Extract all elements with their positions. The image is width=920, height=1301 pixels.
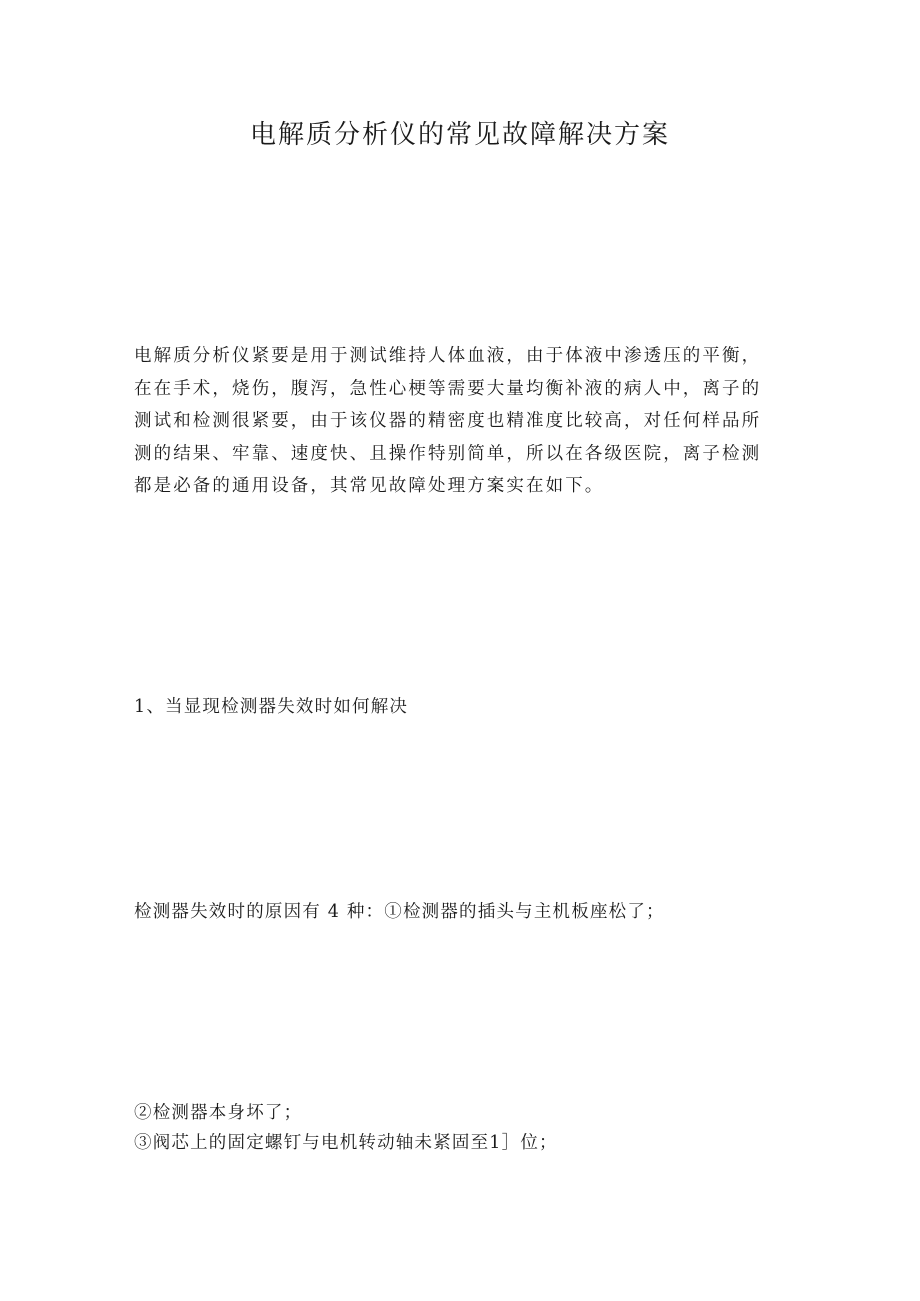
cause-intro-text: 检测器失效时的原因有 4 种：①检测器的插头与主机板座松了； [134,902,665,922]
cause-item-3: ③阀芯上的固定螺钉与电机转动轴未紧固至1］位； [134,1133,558,1153]
section-heading: 1、当显现检测器失效时如何解决 [134,697,409,717]
intro-line: 在在手术，烧伤，腹泻，急性心梗等需要大量均衡补液的病人中，离子的 [134,378,762,399]
intro-paragraph [134,340,794,503]
intro-line: 电解质分析仪紧要是用于测试维持人体血液，由于体液中渗透压的平衡， [134,346,762,366]
document-title: 电解质分析仪的常见故障解决方案 [249,120,670,150]
intro-line: 测的结果、牢靠、速度快、且操作特别简单，所以在各级医院，离子检测 [134,443,762,464]
intro-line: 都是必备的通用设备，其常见故障处理方案实在如下。 [134,476,605,496]
cause-item-2: ②检测器本身坏了； [134,1103,303,1123]
intro-line: 测试和检测很紧要，由于该仪器的精密度也精准度比较高，对任何样品所 [134,411,762,431]
